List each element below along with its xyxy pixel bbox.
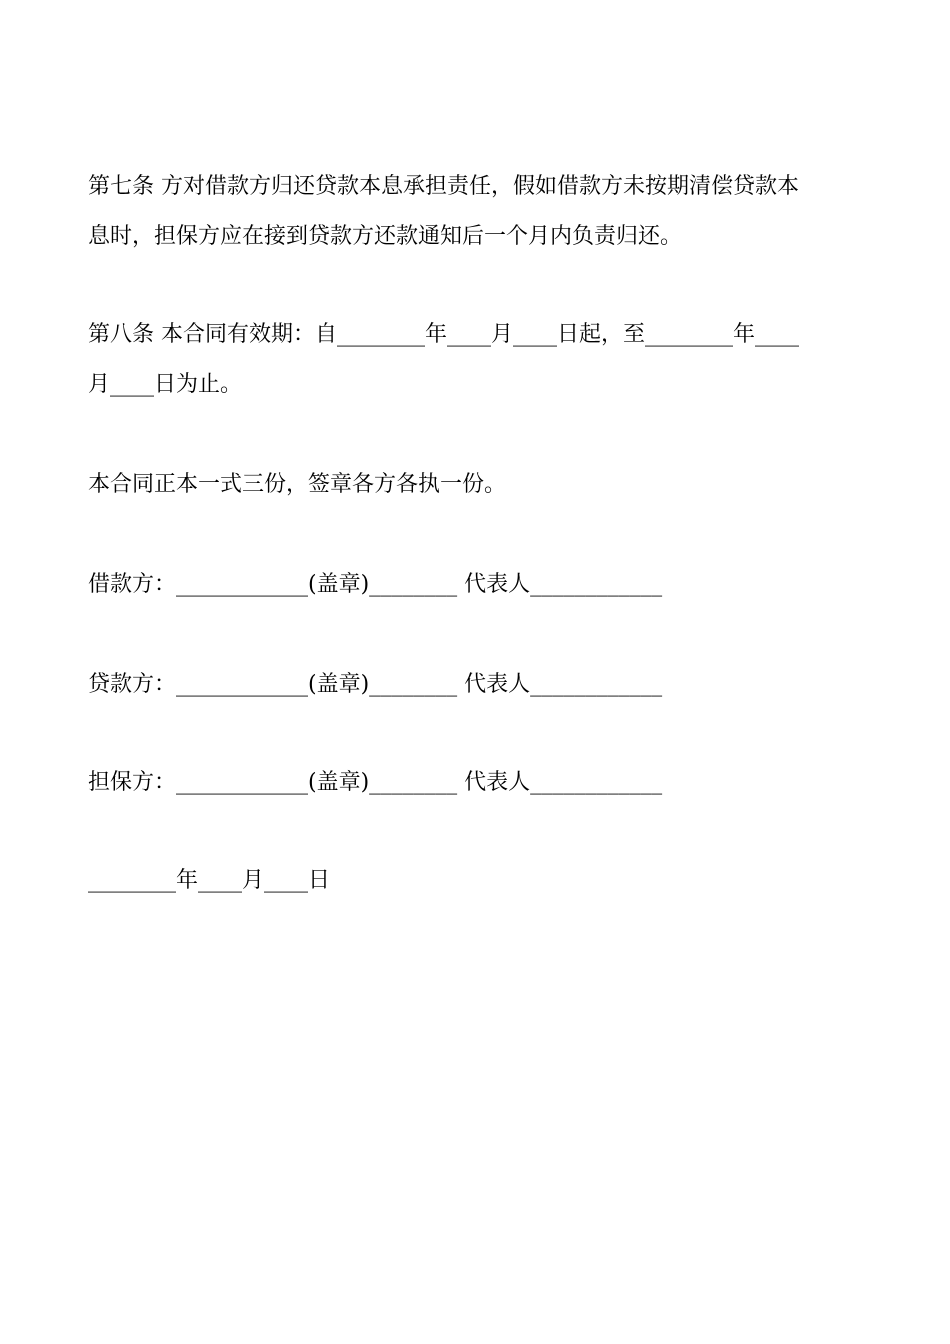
article-8-line-2: 月____日为止。 — [88, 372, 243, 397]
copies-clause: 本合同正本一式三份，签章各方各执一份。 — [88, 472, 507, 497]
lender-signature-line: 贷款方：____________(盖章)________ 代表人____________ — [88, 672, 663, 697]
guarantor-signature-line: 担保方：____________(盖章)________ 代表人____________ — [88, 770, 663, 795]
date-line: ________年____月____日 — [88, 868, 331, 893]
article-7-line-1: 第七条 方对借款方归还贷款本息承担责任，假如借款方未按期清偿贷款本 — [88, 174, 799, 199]
article-7-line-2: 息时，担保方应在接到贷款方还款通知后一个月内负责归还。 — [88, 224, 683, 249]
borrower-signature-line: 借款方：____________(盖章)________ 代表人____________ — [88, 572, 663, 597]
article-8-line-1: 第八条 本合同有效期：自________年____月____日起，至________年____ — [88, 322, 799, 347]
article-8 — [88, 310, 868, 410]
article-7 — [88, 162, 868, 262]
